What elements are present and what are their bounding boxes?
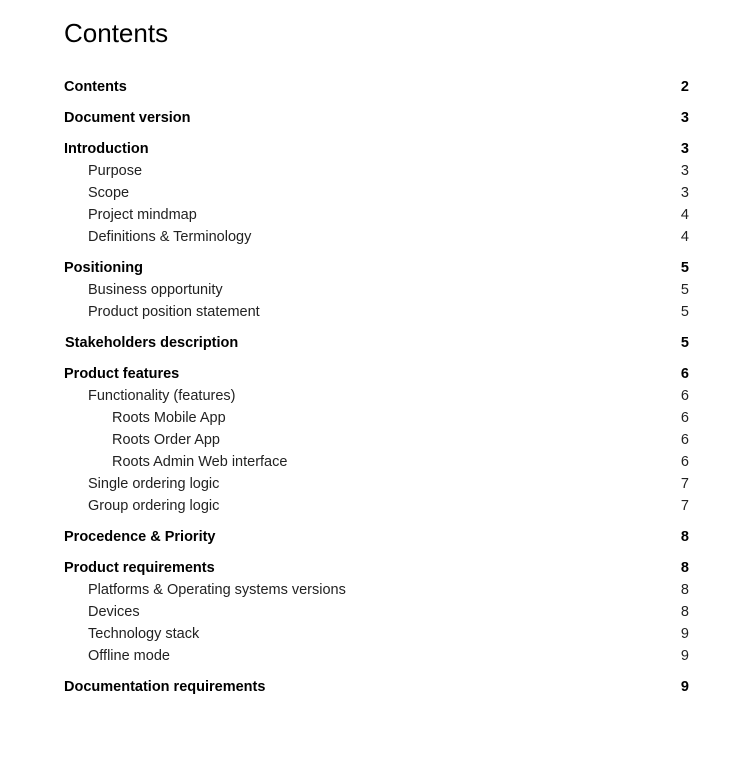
toc-entry-purpose[interactable] [64,160,689,182]
toc-entry-label: Positioning [64,260,143,276]
toc-entry-label: Definitions & Terminology [88,229,252,245]
toc-entry-page: 5 [680,260,689,276]
toc-heading: Contents [64,18,169,48]
toc-entry-roots-admin-web-interface[interactable] [64,451,689,473]
toc-entry-label: Document version [64,110,191,126]
toc-entry-product-position-statement[interactable] [64,301,689,323]
toc-entry-label: Devices [88,604,140,620]
toc-entry-project-mindmap[interactable] [64,204,689,226]
toc-entry-label: Product features [64,366,180,382]
toc-entry-label: Product position statement [88,304,260,320]
toc-entry-page: 6 [680,432,689,448]
toc-entry-document-version[interactable] [64,107,689,129]
toc-entry-page: 6 [680,366,689,382]
toc-entry-single-ordering-logic[interactable] [64,473,689,495]
toc-entry-label: Scope [88,185,130,201]
toc-entry-page: 5 [680,304,689,320]
toc-entry-page: 6 [680,410,689,426]
toc-entry-label: Contents [64,79,127,95]
toc-entry-label: Technology stack [88,626,200,642]
toc-entry-functionality[interactable] [64,385,689,407]
toc-entry-label: Single ordering logic [88,476,220,492]
toc-entry-offline-mode[interactable] [64,645,689,667]
toc-entry-page: 7 [680,476,689,492]
toc-entry-page: 7 [680,498,689,514]
toc-entry-documentation-requirements[interactable] [64,676,689,698]
toc-entry-label: Documentation requirements [64,679,266,695]
toc-entry-roots-mobile-app[interactable] [64,407,689,429]
toc-entry-group-ordering-logic[interactable] [64,495,689,517]
toc-entry-label: Product requirements [64,560,215,576]
toc-entry-page: 2 [680,79,689,95]
toc-entry-label: Roots Admin Web interface [112,454,288,470]
toc-entry-definitions-terminology[interactable] [64,226,689,248]
toc-entry-page: 4 [680,207,689,223]
toc-list [64,76,689,698]
toc-entry-product-requirements[interactable] [64,557,689,579]
toc-entry-label: Platforms & Operating systems versions [88,582,346,598]
toc-entry-devices[interactable] [64,601,689,623]
toc-entry-platforms-os-versions[interactable] [64,579,689,601]
toc-entry-page: 4 [680,229,689,245]
toc-entry-page: 5 [680,282,689,298]
toc-entry-page: 3 [680,141,689,157]
toc-entry-introduction[interactable] [64,138,689,160]
toc-entry-page: 9 [680,626,689,642]
toc-entry-technology-stack[interactable] [64,623,689,645]
toc-entry-label: Functionality (features) [88,388,236,404]
toc-entry-scope[interactable] [64,182,689,204]
toc-entry-page: 8 [680,604,689,620]
toc-entry-label: Group ordering logic [88,498,220,514]
toc-entry-stakeholders-description[interactable] [64,332,689,354]
toc-entry-page: 6 [680,454,689,470]
toc-entry-label: Roots Mobile App [112,410,226,426]
toc-entry-page: 3 [680,163,689,179]
toc-entry-label: Purpose [88,163,143,179]
toc-entry-business-opportunity[interactable] [64,279,689,301]
toc-entry-page: 9 [680,679,689,695]
toc-entry-contents[interactable] [64,76,689,98]
toc-entry-positioning[interactable] [64,257,689,279]
toc-entry-label: Procedence & Priority [64,529,216,545]
toc-entry-page: 8 [680,582,689,598]
toc-entry-label: Stakeholders description [65,335,239,351]
toc-entry-product-features[interactable] [64,363,689,385]
toc-entry-page: 8 [680,560,689,576]
toc-entry-page: 6 [680,388,689,404]
toc-entry-label: Offline mode [88,648,170,664]
toc-entry-page: 3 [680,185,689,201]
toc-entry-label: Business opportunity [88,282,223,298]
toc-entry-label: Roots Order App [112,432,220,448]
toc-entry-label: Introduction [64,141,149,157]
toc-entry-page: 9 [680,648,689,664]
toc-entry-page: 5 [680,335,689,351]
toc-entry-roots-order-app[interactable] [64,429,689,451]
toc-entry-page: 3 [680,110,689,126]
toc-entry-page: 8 [680,529,689,545]
toc-entry-label: Project mindmap [88,207,197,223]
toc-entry-procedence-priority[interactable] [64,526,689,548]
